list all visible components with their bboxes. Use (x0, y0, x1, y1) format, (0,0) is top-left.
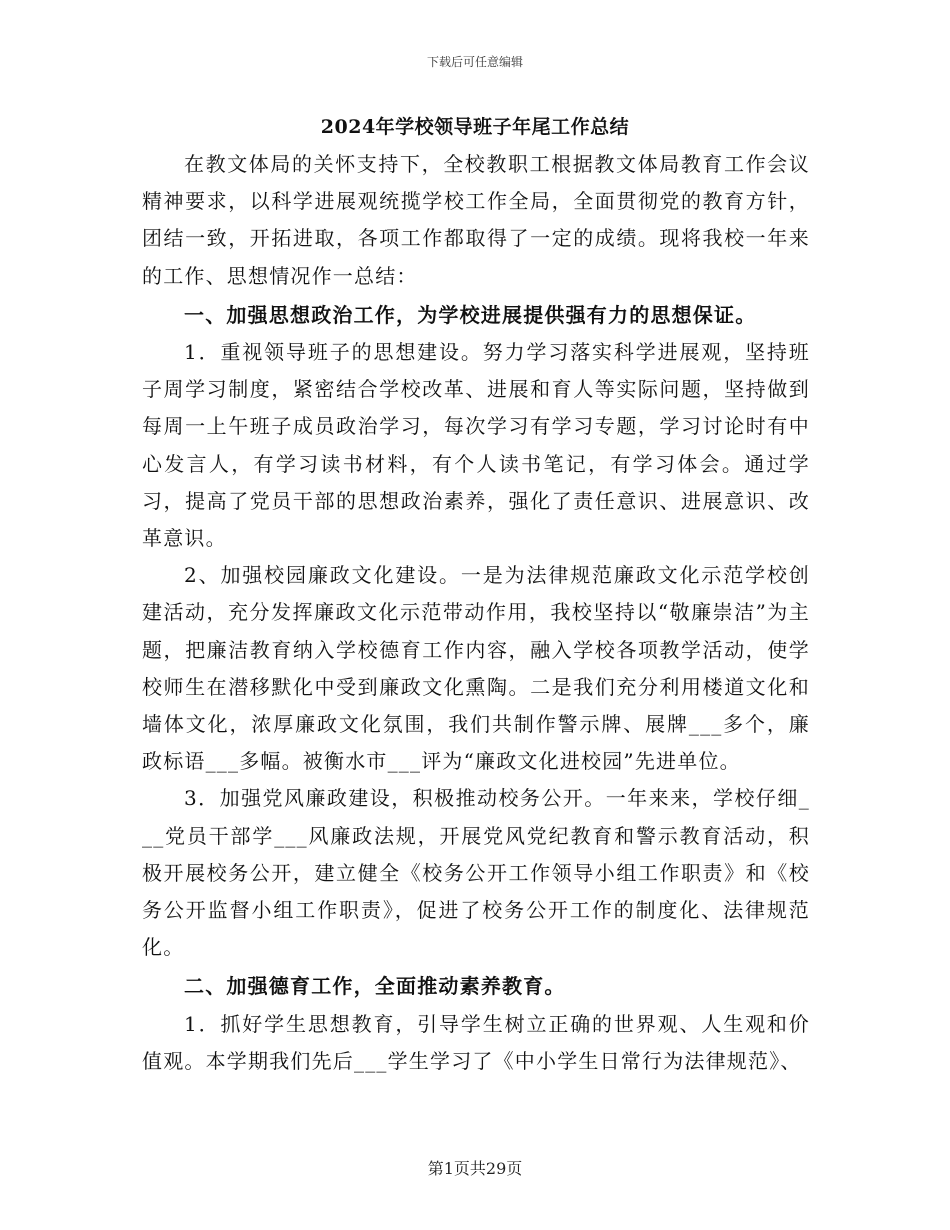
section-heading-2: 二、加强德育工作，全面推动素养教育。 (184, 974, 566, 999)
intro-paragraph: 在教文体局的关怀支持下，全校教职工根据教文体局教育工作会议精神要求，以科学进展观统揽学校工作全局，全面贯彻党的教育方针，团结一致，开拓进取，各项工作都取得了一定的成绩。现将我校一年来的工作、思想情况作一总结： (142, 152, 810, 288)
body-paragraph-1-1: 1．重视领导班子的思想建设。努力学习落实科学进展观，坚持班子周学习制度，紧密结合学校改革、进展和育人等实际问题，坚持做到每周一上午班子成员政治学习，每次学习有学习专题，学习讨论时有中心发言人，有学习读书材料，有个人读书笔记，有学习体会。通过学习，提高了党员干部的思想政治素养，强化了责任意识、进展意识、改革意识。 (142, 340, 810, 551)
header-note: 下载后可任意编辑 (426, 55, 523, 69)
document-body (142, 146, 810, 1080)
page-number: 第1页共29页 (427, 1159, 523, 1178)
section-heading-1: 一、加强思想政治工作，为学校进展提供强有力的思想保证。 (184, 302, 757, 327)
body-paragraph-1-2: 2、加强校园廉政文化建设。一是为法律规范廉政文化示范学校创建活动，充分发挥廉政文化示范带动作用，我校坚持以“敬廉崇洁”为主题，把廉洁教育纳入学校德育工作内容，融入学校各项教学活动，使学校师生在潜移默化中受到廉政文化熏陶。二是我们充分利用楼道文化和墙体文化，浓厚廉政文化氛围，我们共制作警示牌、展牌___多个，廉政标语___多幅。被衡水市___评为“廉政文化进校园”先进单位。 (142, 563, 810, 774)
body-paragraph-1-3: 3．加强党风廉政建设，积极推动校务公开。一年来来，学校仔细___党员干部学___风廉政法规，开展党风党纪教育和警示教育活动，积极开展校务公开，建立健全《校务公开工作领导小组工作职责》和《校务公开监督小组工作职责》，促进了校务公开工作的制度化、法律规范化。 (142, 786, 810, 960)
body-paragraph-2-1: 1．抓好学生思想教育，引导学生树立正确的世界观、人生观和价值观。本学期我们先后___学生学习了《中小学生日常行为法律规范》、 (142, 1011, 810, 1073)
document-title: 2024年学校领导班子年尾工作总结 (320, 116, 630, 138)
